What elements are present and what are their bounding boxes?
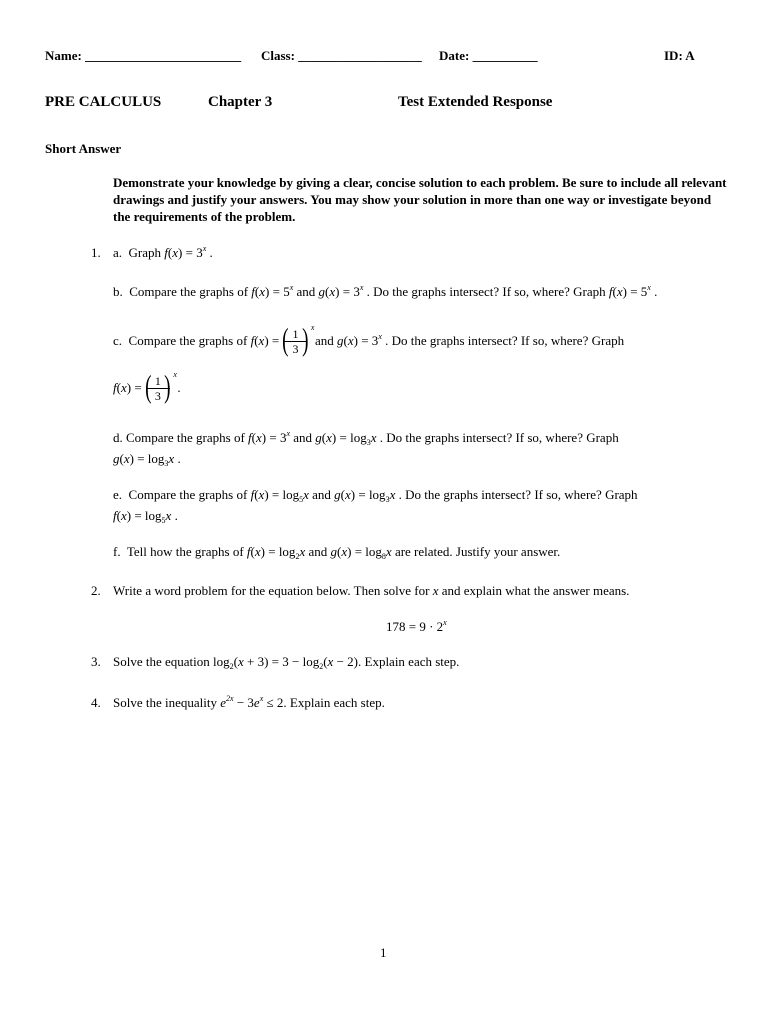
- q1d-math3: $g(x) = \log_3x$ .: [113, 451, 181, 468]
- q4-number: 4.: [91, 695, 101, 710]
- q1d-math2: $g(x) = \log_3x$ .: [315, 430, 383, 447]
- q1e-math3: $f(x) = \log_5x$ .: [113, 508, 178, 525]
- q1f-math2: $g(x) = \log_8x$: [330, 544, 392, 561]
- q1e-text2: Do the graphs intersect? If so, where? Graph: [405, 487, 638, 502]
- q1e-and: and: [312, 487, 331, 502]
- q1b: [113, 284, 657, 300]
- q1d-math1: $f(x) = 3^x$: [248, 429, 291, 445]
- q1b-math1: $f(x) = 5^x$: [251, 283, 294, 299]
- q2-equation: $178 = 9 \cdot 2^x$: [386, 618, 447, 634]
- fraction-one-third: ( 1 3 ) x: [282, 321, 315, 357]
- q2-number: 2.: [91, 583, 101, 598]
- q4-text1: Solve the inequality: [113, 695, 217, 710]
- test-title: Test Extended Response: [398, 94, 553, 110]
- q3-math: $\log_2(x + 3) = 3 - \log_2(x - 2)$.: [213, 654, 362, 671]
- date-blank: __________: [472, 48, 538, 63]
- q2-equation-text: 178 = 9 · 2: [386, 619, 444, 634]
- q3: [113, 654, 459, 670]
- q1b-text2: Do the graphs intersect? If so, where? Graph: [373, 284, 606, 299]
- q2-variable: x: [432, 583, 439, 598]
- q1c-label: c.: [113, 332, 123, 348]
- date-label: Date:: [439, 48, 470, 63]
- q1c-and: and: [314, 332, 334, 348]
- q1d-text1: Compare the graphs of: [126, 430, 245, 445]
- name-blank: ________________________: [85, 48, 242, 63]
- q1b-text1: Compare the graphs of: [129, 284, 249, 299]
- class-field: [261, 48, 422, 64]
- section-heading: Short Answer: [45, 141, 122, 156]
- q1e-text1: Compare the graphs of: [128, 487, 248, 502]
- header-line: [45, 48, 241, 64]
- q1f-text1: Tell how the graphs of: [126, 544, 244, 559]
- q1f-math1: $f(x) = \log_2x$: [246, 544, 306, 561]
- q1f-and: and: [308, 544, 328, 559]
- q1a: [113, 245, 213, 261]
- chapter-title: Chapter 3: [208, 94, 273, 110]
- q1a-text: Graph: [128, 245, 162, 260]
- q1e-math2: $g(x) = \log_3x$ .: [334, 487, 402, 504]
- q3-number: 3.: [91, 654, 101, 669]
- q1c: [113, 321, 625, 359]
- q3-text2: Explain each step.: [364, 654, 460, 669]
- q1c-math2: $g(x) = 3^x$ .: [337, 331, 389, 348]
- q1d-and: and: [293, 430, 313, 445]
- course-title: PRE CALCULUS: [45, 94, 162, 110]
- q3-text1: Solve the equation: [113, 654, 210, 669]
- q1b-and: and: [296, 284, 316, 299]
- q1c-text2: Do the graphs intersect? If so, where? Graph: [391, 332, 625, 348]
- q1c-text1: Compare the graphs of: [128, 332, 248, 348]
- q4-text2: Explain each step.: [289, 695, 385, 710]
- class-blank: ___________________: [298, 48, 422, 63]
- q1-number: 1.: [91, 245, 101, 260]
- date-field: [439, 48, 538, 64]
- q1b-label: b.: [113, 284, 123, 299]
- q1e-math1: $f(x) = \log_5x$: [250, 487, 309, 504]
- id-label: ID: A: [664, 48, 695, 63]
- q1e-label: e.: [113, 487, 123, 502]
- name-label: Name:: [45, 48, 82, 63]
- q1b-math3: $f(x) = 5^x$ .: [608, 283, 658, 299]
- q1d: [113, 430, 619, 446]
- q1a-label: a.: [113, 245, 123, 260]
- q1a-math: $f(x) = 3^x$ .: [164, 244, 213, 260]
- page-number: 1: [380, 945, 387, 960]
- q2: [113, 583, 629, 599]
- q1d-text2: Do the graphs intersect? If so, where? Graph: [386, 430, 619, 445]
- q4: [113, 695, 385, 711]
- q1c-math1: f(x) = ( 1 3 ) x: [250, 321, 315, 357]
- q1c-math3: f(x) = ( 1 3 ) x .: [113, 368, 181, 404]
- fraction-one-third-2: ( 1 3 ) x: [145, 368, 177, 404]
- q1d-label: d.: [113, 430, 123, 445]
- instructions: Demonstrate your knowledge by giving a clear, concise solution to each problem. Be sure to include all relevant drawings and justify your answers. You may show your solution in more than one way or investigate beyond the requirements of the problem.: [113, 175, 727, 224]
- class-label: Class:: [261, 48, 295, 63]
- q2-text2: and explain what the answer means.: [441, 583, 630, 598]
- q1f-text2: are related. Justify your answer.: [394, 544, 561, 559]
- q4-math: $e^{2x} - 3e^x \le 2$.: [220, 694, 287, 710]
- q1f: [113, 544, 560, 560]
- q1f-label: f.: [113, 544, 121, 559]
- q1b-math2: $g(x) = 3^x$ .: [318, 283, 370, 299]
- q2-text1: Write a word problem for the equation below. Then solve for: [113, 583, 430, 598]
- q1e: [113, 487, 638, 503]
